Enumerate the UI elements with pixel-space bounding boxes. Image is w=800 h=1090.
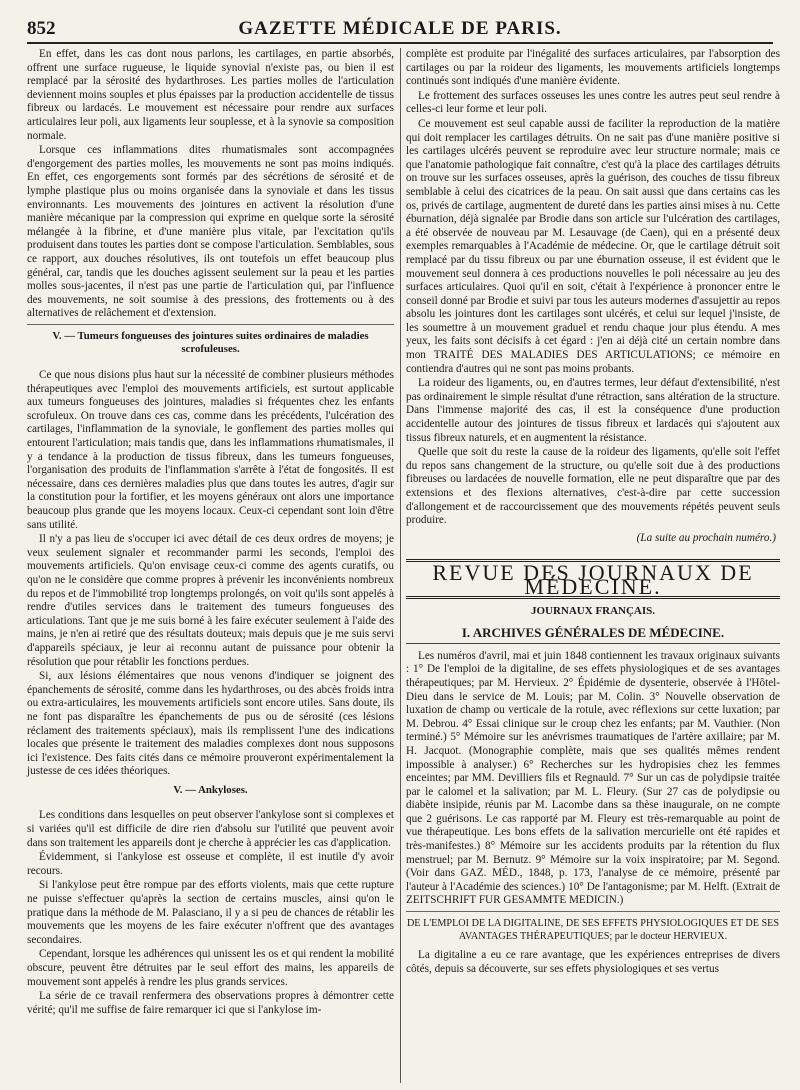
article-heading: DE L'EMPLOI DE LA DIGITALINE, DE SES EFFETS PHYSIOLOGIQUES ET DE SES AVANTAGES THÉRAPEUTIQUES; par le docteur HERVIEUX. bbox=[406, 918, 780, 942]
paragraph: complète est produite par l'inégalité des surfaces articulaires, par l'absorption des cartilages ou par la roideur des ligaments, les mouvements artificiels longtemps continués sont indiqués d'une manière évidente. bbox=[406, 48, 780, 88]
paragraph: La digitaline a eu ce rare avantage, que les expériences entreprises de divers côtés, depuis sa découverte, sur ses effets physiologiques et ses vertus bbox=[406, 949, 780, 975]
paragraph: En effet, dans les cas dont nous parlons, les cartilages, en partie absorbés, offrent une surface rugueuse, le liquide synovial n'existe pas, ou bien il est remplacé par la sérosité des hydarthroses. Les parties molles de l'articulation deviennent moins souples et plus épaisses par la production accidentelle de tissus fibreux ou lardacés. Le mouvement est nécessaire pour rendre aux surfaces articulaires leur poli, aux ligaments leur souplesse, et à la synovie sa composition normale. bbox=[27, 48, 394, 142]
paragraph: La série de ce travail renfermera des observations propres à démontrer cette vérité; qu'il me suffise de faire remarquer ici que si l'ankylose im- bbox=[27, 990, 394, 1016]
section-heading: V. — Ankyloses. bbox=[173, 783, 248, 796]
separator bbox=[27, 324, 394, 325]
subsection-heading: JOURNAUX FRANÇAIS. bbox=[530, 604, 656, 617]
paragraph: Lorsque ces inflammations dites rhumatismales sont accompagnées d'engorgement des parties molles, les mouvements ne sont pas moins indiqués. En effet, ces engorgements sont formés par des sécrétions de sérosité et de lymphe plastique plus ou moins organisée dans la synoviale et dans les tissus environnants. Les mouvements des jointures en activent la résolution d'une manière mécanique par la compression qui exprime en quelque sorte la sérosité mélangée à la fibrine, et d'une manière plus vitale, par l'excitation qu'ils produisent dans toutes les parties dont se compose l'articulation. Semblables, sous ce rapport, aux douches résolutives, ils ont toutefois un effet beaucoup plus général, car, tandis que les douches agissent seulement sur la peau et les parties molles sous-jacentes, il n'est pas une partie de l'articulation qui, par l'influence des mouvements, ne soit soumise à des pressions, des frottements ou à des alternatives de relâchement et d'extension. bbox=[27, 144, 394, 320]
paragraph: Ce mouvement est seul capable aussi de faciliter la reproduction de la matière qui doit remplacer les cartilages détruits. On ne sait pas d'une manière positive si les cartilages ulcérés peuvent se reproduire avec leur structure normale; mais ce que l'anatomie pathologique fait connaître, c'est qu'à la place des cartilages détruits on trouve sur les surfaces osseuses, après la guérison, des couches de tissu fibreux semblable à celui des cicatrices de la peau. On sait aussi que dans certains cas les os, privés de cartilage, augmentent de dureté dans les parties ainsi mises à nu. Cette éburnation, déjà signalée par Brodie dans son article sur l'ulcération des cartilages, a été observée de nouveau par M. Lesauvage (de Caen), qui en a présenté deux exemples remarquables à l'Académie de médecine. Or, que le cartilage détruit soit remplacé par du tissu fibreux ou par une éburnation osseuse, il est évident que le mouvement seul donnera à ces productions nouvelles le poli nécessaire au jeu des surfaces articulaires. Quoi qu'il en soit, c'était à l'expérience à prononcer entre le conseil donné par Brodie et suivi par tous les auteurs modernes d'assujettir au repos absolu les jointures dont les cartilages sont ulcérés, et celui sur lequel j'insiste, de les soumettre à un mouvement graduel et rendu chaque jour plus étendu. A mes yeux, les faits sont décisifs à cet égard : j'en ai déjà cité un certain nombre dans mon TRAITÉ DES MALADIES DES ARTICULATIONS; ce mémoire en contiendra d'autres qui ne sont pas moins probants. bbox=[406, 117, 780, 375]
paragraph: Si l'ankylose peut être rompue par des efforts violents, mais que cette rupture ne puisse s'effectuer qu'après la section de certains muscles, ainsi qu'on le pratique dans la méthode de M. Palasciano, il y a si peu de chances de rétablir les mouvements que les moyens de les faire exécuter n'offrent que des avantages secondaires. bbox=[27, 879, 394, 946]
paragraph: Les numéros d'avril, mai et juin 1848 contiennent les travaux originaux suivants : 1° De l'emploi de la digitaline, de ses effets physiologiques et de ses avantages thérapeutiques; par M. Hervieux. 2° Épidémie de dysenterie, observée à l'Hôtel-Dieu dans le service de M. Louis; par M. Colin. 3° Nouvelle observation de luxation de champ ou verticale de la rotule, avec réflexions sur cette luxation; par M. Debrou. 4° Essai clinique sur le croup chez les enfants; par M. Vauthier. (Non terminé.) 5° Mémoire sur les anévrismes traumatiques de l'artère axillaire; par M. H. Jacquot. (Monographie complète, mais que ses qualités mêmes rendent impossible à analyser.) 6° Recherches sur les hydropisies chez les femmes enceintes; par MM. Devilliers fils et Regnauld. 7° Sur un cas de polydipsie traitée par le calomel et la salivation; par M. L. Fleury. (Sur 27 cas de polydipsie ou diabète insipide, réunis par M. Lacombe dans sa thèse inaugurale, on ne compte que 2 guérisons. Le cas rapporté par M. Fleury est très-remarquable au point de vue thérapeutique. Les bons effets de la salivation mercurielle ont été rapides et très-manifestes.) 8° Mémoire sur les accidents produits par la rétention du flux menstruel; par M. Bernutz. 9° Mémoire sur la voix inspiratoire; par M. Segond. (Voir dans GAZ. MÉD., 1848, p. 173, l'analyse de ce mémoire, présenté par l'auteur à l'Académie des sciences.) 10° De l'antagonisme; par M. Helft. (Extrait de ZEITSCHRIFT FUR GESAMMTE MEDICIN.) bbox=[406, 649, 780, 907]
journal-heading: I. ARCHIVES GÉNÉRALES DE MÉDECINE. bbox=[406, 626, 780, 644]
left-column bbox=[27, 48, 394, 1018]
paragraph: Cependant, lorsque les adhérences qui unissent les os et qui rendent la mobilité obscure, peuvent être détruites par le seul effort des mains, les appareils de mouvement sont appelés à rendre les plus grands services. bbox=[27, 948, 394, 988]
separator bbox=[406, 911, 780, 912]
page-header bbox=[27, 16, 773, 44]
paragraph: Quelle que soit du reste la cause de la roideur des ligaments, qu'elle soit l'effet du repos sans changement de la structure, ou qu'elle soit due à des productions fibreuses ou lardacées de nouvelle formation, elle ne peut disparaître que par des extensions et des flexions alternatives, c'est-à-dire par cette succession d'allongement et de raccourcissement que des mouvements répétés peuvent seuls produire. bbox=[406, 446, 780, 527]
paragraph: Ce que nous disions plus haut sur la nécessité de combiner plusieurs méthodes thérapeutiques avec l'emploi des mouvements artificiels, est surtout applicable aux tumeurs fongueuses des jointures, maladies si fréquentes chez les enfants scrofuleux. On trouve dans ces cas, comme dans les précédents, l'ulcération des cartilages, l'inflammation de la synoviale, le gonflement des parties molles qui entourent l'articulation; mais tandis que, dans les inflammations rhumatismales, il y a tendance à la production de tissus fibreux, dans les tumeurs fongueuses, l'organisation des produits de l'inflammation s'arrête à l'état de fongosités. Il est nécessaire, dans ces dernières maladies plus que dans toutes les autres, d'agir sur la constitution pour la fortifier, et les moyens généraux ont alors une importance beaucoup plus grande que les moyens locaux. Ceux-ci cependant sont loin d'être sans utilité. bbox=[27, 369, 394, 531]
paragraph: Évidemment, si l'ankylose est osseuse et complète, il est inutile d'y avoir recours. bbox=[27, 851, 394, 877]
paragraph: Les conditions dans lesquelles on peut observer l'ankylose sont si complexes et si variées qu'il est difficile de dire rien d'absolu sur l'utilité que peuvent avoir dans son traitement les appareils dont je cherche à apprécier les cas d'application. bbox=[27, 809, 394, 849]
section-banner: REVUE DES JOURNAUX DE MÉDECINE. bbox=[406, 559, 780, 598]
paragraph: Il n'y a pas lieu de s'occuper ici avec détail de ces deux ordres de moyens; je veux seulement signaler et recommander parmi les seconds, l'emploi des mouvements artificiels. Qu'on envisage ceux-ci comme des agents curatifs, ou qu'on ne le considère que comme propres à prévenir les inconvénients nombreux du repos et de l'immobilité trop longtemps prolongés, on voit qu'ils sont appelés à rendre d'utiles services dans le traitement des tumeurs fongueuses des articulations. Tant que je me suis borné à les faire exécuter seulement à l'aide des mains, je n'en ai retiré que des résultats douteux; mais depuis que je me suis servi d'appareils spéciaux, je leur ai reconnu autant de puissance pour obtenir la résolution que pour rétablir les fonctions perdues. bbox=[27, 533, 394, 668]
paragraph: Si, aux lésions élémentaires que nous venons d'indiquer se joignent des épanchements de sérosité, comme dans les hydarthroses, ou des abcès froids intra ou extra-articulaires, les mouvements artificiels sont encore utiles. Sans doute, ils ne font pas disparaître les épanchements de pus ou de sérosité (ces lésions réclament des traitements spéciaux), mais ils remplissent l'une des indications locales que présente le traitement des maladies complexes dont nous supposons ici l'existence. Des faits cités dans ce mémoire prouveront expérimentalement la justesse de ces idées théoriques. bbox=[27, 670, 394, 778]
right-column bbox=[406, 48, 780, 977]
column-rule bbox=[400, 48, 401, 1083]
journal-title: GAZETTE MÉDICALE DE PARIS. bbox=[238, 18, 562, 39]
paragraph: La roideur des ligaments, ou, en d'autres termes, leur défaut d'extensibilité, n'est pas ordinairement le simple résultat d'une rétraction, sans altération de la structure. Dans l'immense majorité des cas, il est la conséquence d'une production accidentelle autour des jointures de tissus fibreux et lardacés qui s'ajoutent aux tissus fibreux naturels, et en augmentent la résistance. bbox=[406, 377, 780, 444]
continuation-note: (La suite au prochain numéro.) bbox=[636, 531, 776, 544]
page-number: 852 bbox=[27, 18, 56, 39]
section-heading: V. — Tumeurs fongueuses des jointures suites ordinaires de maladies scrofuleuses. bbox=[52, 329, 369, 356]
paragraph: Le frottement des surfaces osseuses les unes contre les autres peut seul rendre à celles-ci leur forme et leur poli. bbox=[406, 89, 780, 116]
